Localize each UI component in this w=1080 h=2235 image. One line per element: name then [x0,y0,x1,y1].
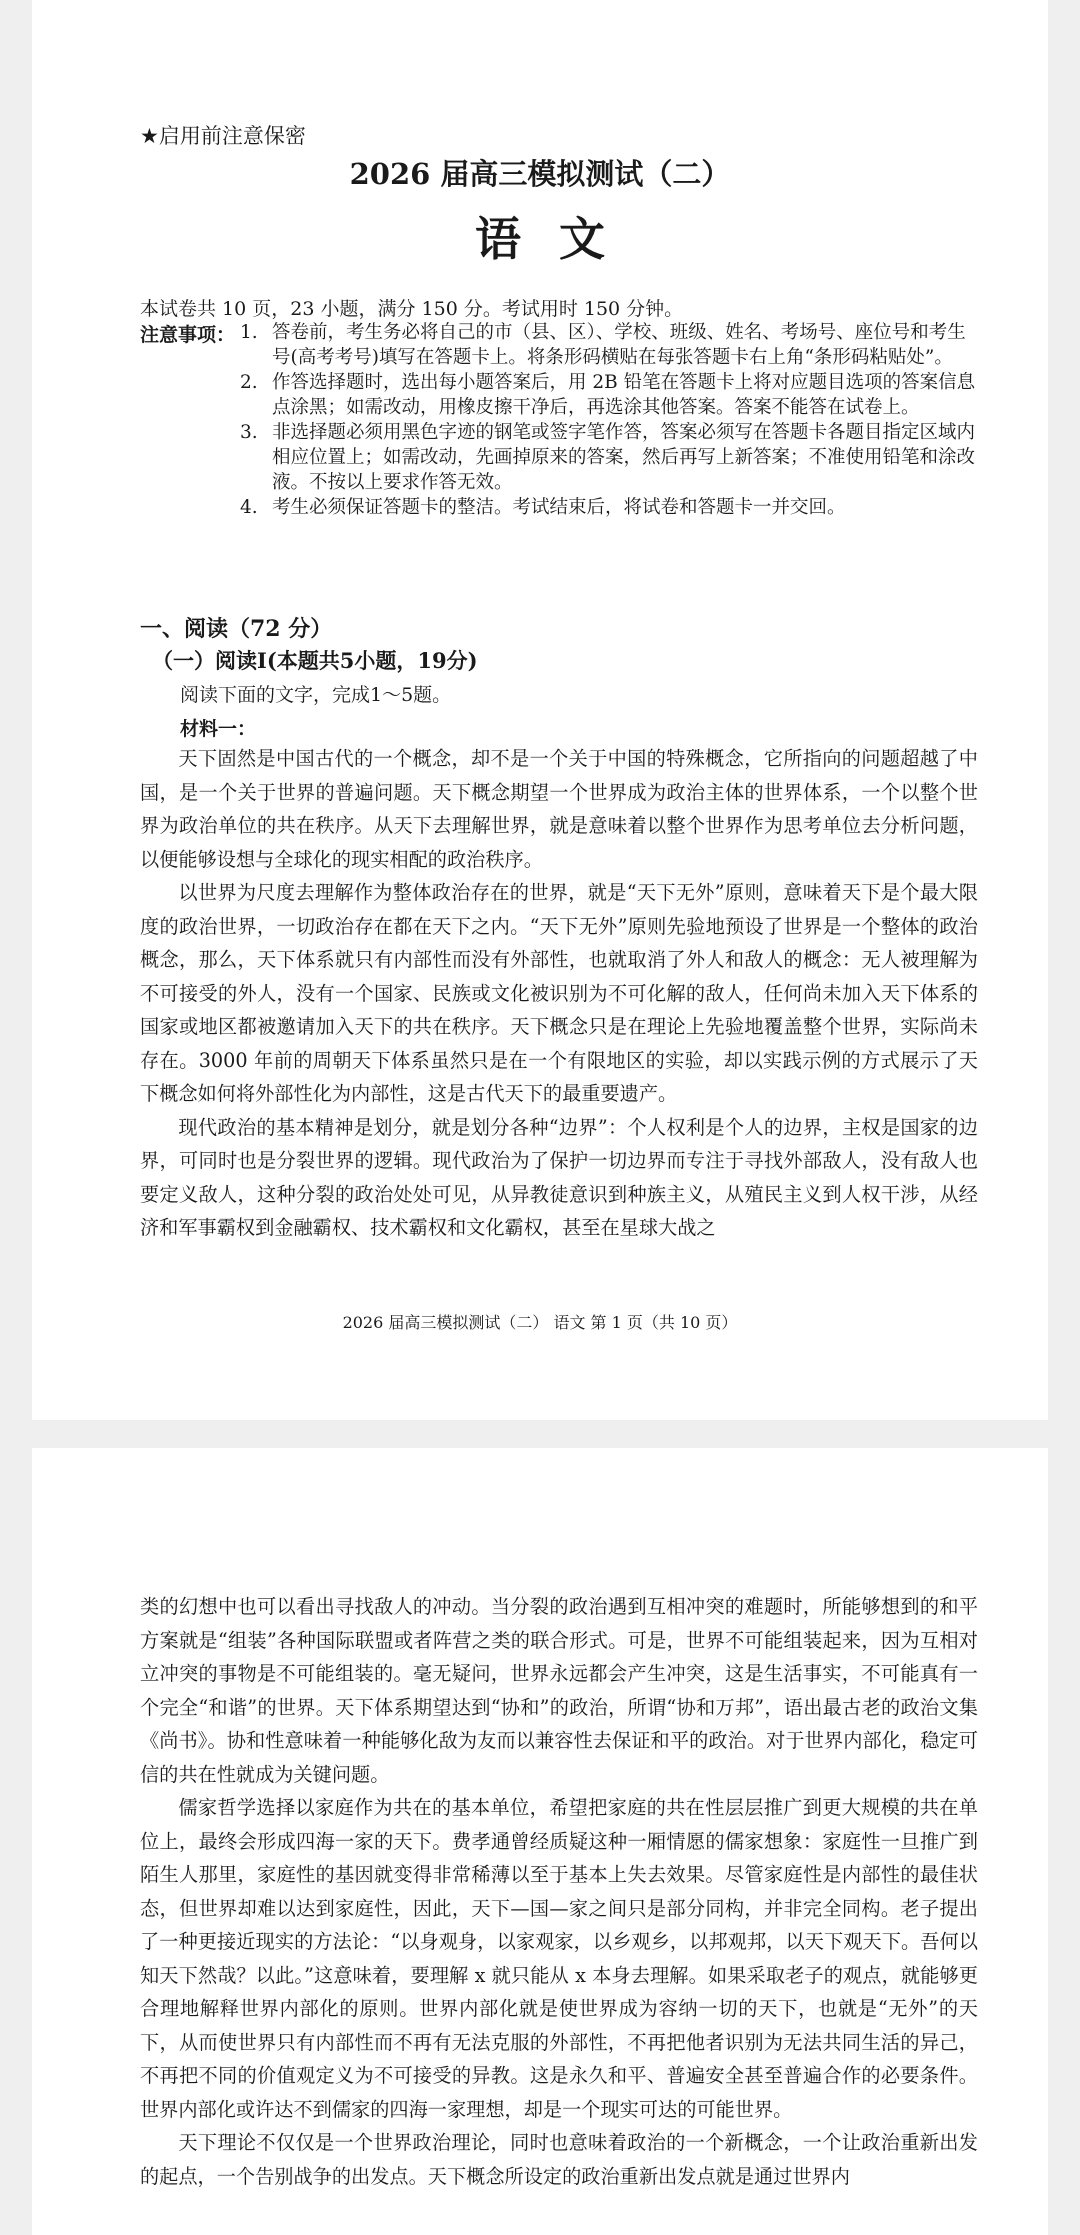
passage-paragraph: 以世界为尺度去理解作为整体政治存在的世界，就是“天下无外”原则，意味着天下是个最大限度的政治世界，一切政治存在都在天下之内。“天下无外”原则先验地预设了世界是一个整体的政治概念，那么，天下体系就只有内部性而没有外部性，也就取消了外人和敌人的概念：无人被理解为不可接受的外人，没有一个国家、民族或文化被识别为不可化解的敌人，任何尚未加入天下体系的国家或地区都被邀请加入天下的共在秩序。天下概念只是在理论上先验地覆盖整个世界，实际尚未存在。3000 年前的周朝天下体系虽然只是在一个有限地区的实验，却以实践示例的方式展示了天下概念如何将外部性化为内部性，这是古代天下的最重要遗产。 [140,881,978,1105]
notice-text: 非选择题必须用黑色字迹的钢笔或签字笔作答，答案必须写在答题卡各题目指定区域内相应位置上；如需改动，先画掉原来的答案，然后再写上新答案；不准使用铅笔和涂改液。不按以上要求作答无效。 [272,422,976,493]
passage-paragraph: 儒家哲学选择以家庭作为共在的基本单位，希望把家庭的共在性层层推广到更大规模的共在单位上，最终会形成四海一家的天下。费孝通曾经质疑这种一厢情愿的儒家想象：家庭性一旦推广到陌生人那里，家庭性的基因就变得非常稀薄以至于基本上失去效果。尽管家庭性是内部性的最佳状态，但世界却难以达到家庭性，因此，天下—国—家之间只是部分同构，并非完全同构。老子提出了一种更接近现实的方法论：“以身观身，以家观家，以乡观乡，以邦观邦，以天下观天下。吾何以知天下然哉？以此。”这意味着，要理解 x 就只能从 x 本身去理解。如果采取老子的观点，就能够更合理地解释世界内部化的原则。世界内部化就是使世界成为容纳一切的天下，也就是“无外”的天下，从而使世界只有内部性而不再有无法克服的外部性，不再把他者识别为无法共同生活的异己，不再把不同的价值观定义为不可接受的异教。这是永久和平、普遍安全甚至普遍合作的必要条件。世界内部化或许达不到儒家的四海一家理想，却是一个现实可达的可能世界。 [140,1796,978,2121]
exam-page-1 [32,0,1048,1420]
subject-title: 语文 [475,212,643,266]
notice-item [240,495,980,520]
question-instruction: 阅读下面的文字，完成1～5题。 [180,684,452,706]
notice-item [240,420,980,495]
passage-paragraph: 现代政治的基本精神是划分，就是划分各种“边界”：个人权利是个人的边界，主权是国家的边界，可同时也是分裂世界的逻辑。现代政治为了保护一切边界而专注于寻找外部敌人，没有敌人也要定义敌人，这种分裂的政治处处可见，从异教徒意识到种族主义，从殖民主义到人权干涉，从经济和军事霸权到金融霸权、技术霸权和文化霸权，甚至在星球大战之 [140,1115,978,1239]
confidential-notice: ★启用前注意保密 [140,124,306,148]
section-heading: 一、阅读（72 分） [140,616,333,642]
notice-item [240,370,980,420]
exam-title: 2026 届高三模拟测试（二） [349,157,731,191]
notice-number: 2. [240,372,258,393]
reading-passage [140,742,978,1245]
notice-number: 3. [240,422,258,443]
passage-paragraph: 天下固然是中国古代的一个概念，却不是一个关于中国的特殊概念，它所指向的问题超越了中国，是一个关于世界的普遍问题。天下概念期望一个世界成为政治主体的世界体系，一个以整个世界为政治单位的共在秩序。从天下去理解世界，就是意味着以整个世界作为思考单位去分析问题，以便能够设想与全球化的现实相配的政治秩序。 [140,747,978,871]
notice-text: 作答选择题时，选出每小题答案后，用 2B 铅笔在答题卡上将对应题目选项的答案信息点涂黑；如需改动，用橡皮擦干净后，再选涂其他答案。答案不能答在试卷上。 [272,372,976,418]
exam-page-2 [32,1448,1048,2235]
passage-paragraph: 天下理论不仅仅是一个世界政治理论，同时也意味着政治的一个新概念，一个让政治重新出发的起点，一个告别战争的出发点。天下概念所设定的政治重新出发点就是通过世界内 [140,2131,978,2188]
notice-text: 答卷前，考生务必将自己的市（县、区）、学校、班级、姓名、考场号、座位号和考生号(高考考号)填写在答题卡上。将条形码横贴在每张答题卡右上角“条形码粘贴处”。 [272,322,966,368]
notice-text: 考生必须保证答题卡的整洁。考试结束后，将试卷和答题卡一并交回。 [272,497,846,518]
material-label: 材料一： [180,718,257,740]
notice-item [240,320,980,370]
notice-label: 注意事项： [140,324,236,346]
exam-info: 本试卷共 10 页，23 小题，满分 150 分。考试用时 150 分钟。 [140,298,684,320]
passage-paragraph: 类的幻想中也可以看出寻找敌人的冲动。当分裂的政治遇到互相冲突的难题时，所能够想到的和平方案就是“组装”各种国际联盟或者阵营之类的联合形式。可是，世界不可能组装起来，因为互相对立冲突的事物是不可能组装的。毫无疑问，世界永远都会产生冲突，这是生活事实，不可能真有一个完全“和谐”的世界。天下体系期望达到“协和”的政治，所谓“协和万邦”，语出最古老的政治文集《尚书》。协和性意味着一种能够化敌为友而以兼容性去保证和平的政治。对于世界内部化，稳定可信的共在性就成为关键问题。 [140,1595,978,1786]
notice-list [240,320,980,520]
notice-number: 1. [240,322,258,343]
subsection-heading: （一）阅读Ⅰ(本题共5小题，19分) [152,648,478,673]
notice-number: 4. [240,497,258,518]
reading-passage [140,1590,978,2193]
page-footer: 2026 届高三模拟测试（二） 语文 第 1 页（共 10 页） [342,1313,738,1332]
